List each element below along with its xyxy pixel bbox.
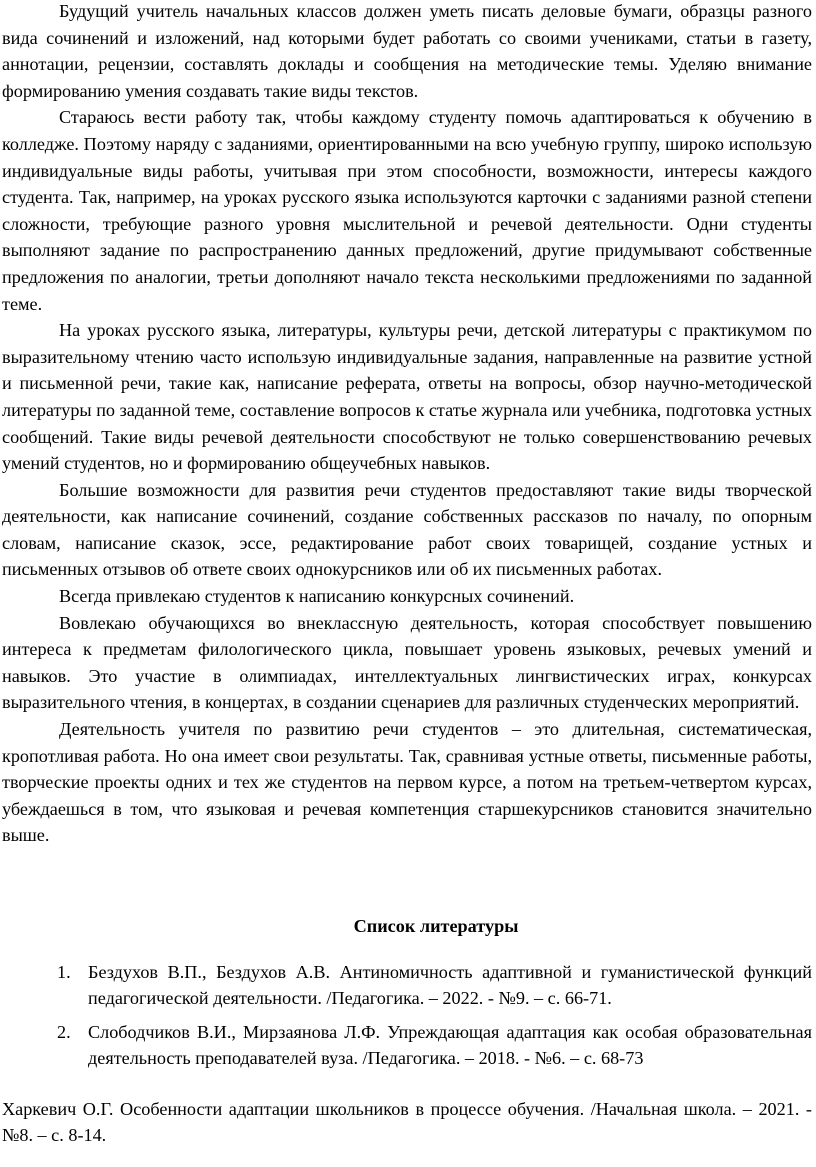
reference-text: Слободчиков В.И., Мирзаянова Л.Ф. Упреждающая адаптация как особая образовательная деятельность преподавателей вуза. /Педагогика. – 2018. - №6. – с. 68-73 [88,1021,812,1069]
references-heading: Список литературы [353,916,519,936]
paragraph-6: Вовлекаю обучающихся во внеклассную деятельность, которая способствует повышению интереса к предметам филологического цикла, повышает уровень языковых, речевых умений и навыков. Это участие в олимпиадах, интеллектуальных лингвистических играх, конкурсах выразительного чтения, в концертах, в создании сценариев для различных студенческих мероприятий. [2,612,812,713]
references-list [0,959,812,1079]
body-text [2,0,812,849]
paragraph-4: Большие возможности для развития речи студентов предоставляют такие виды творческой деятельности, как написание сочинений, создание собственных рассказов по началу, по опорным словам, написание сказок, эссе, редактирование работ своих товарищей, создание устных и письменных отзывов об ответе своих однокурсников или об их письменных работах. [2,479,812,580]
reference-item [0,959,812,1012]
reference-unnumbered: Харкевич О.Г. Особенности адаптации школьников в процессе обучения. /Начальная школа. – 2021. - №8. – с. 8-14. [2,1099,812,1146]
paragraph-2: Стараюсь вести работу так, чтобы каждому студенту помочь адаптироваться к обучению в колледже. Поэтому наряду с заданиями, ориентированными на всю учебную группу, широко использую индивидуальные виды работы, учитывая при этом способности, возможности, интересы каждого студента. Так, например, на уроках русского языка используются карточки с заданиями разной степени сложности, требующие разного уровня мыслительной и речевой деятельности. Одни студенты выполняют задание по распространению данных предложений, другие придумывают собственные предложения по аналогии, третьи дополняют начало текста несколькими предложениями по заданной теме. [2,107,812,314]
reference-item [0,1019,812,1072]
paragraph-7: Деятельность учителя по развитию речи студентов – это длительная, систематическая, кропотливая работа. Но она имеет свои результаты. Так, сравнивая устные ответы, письменные работы, творческие проекты одних и тех же студентов на первом курсе, а потом на третьем-четвертом курсах, убеждаешься в том, что языковая и речевая компетенция старшекурсников становится значительно выше. [2,719,812,846]
paragraph-1: Будущий учитель начальных классов должен уметь писать деловые бумаги, образцы разного вида сочинений и изложений, над которыми будет работать со своими учениками, статьи в газету, аннотации, рецензии, составлять доклады и сообщения на методические темы. Уделяю внимание формированию умения создавать такие виды текстов. [2,1,812,101]
reference-text: Бездухов В.П., Бездухов А.В. Антиномичность адаптивной и гуманистической функций педагогической деятельности. /Педагогика. – 2022. - №9. – с. 66-71. [88,962,812,1009]
paragraph-5: Всегда привлекаю студентов к написанию конкурсных сочинений. [59,586,575,607]
reference-number: 1. [57,962,71,982]
reference-number: 2. [57,1021,71,1042]
paragraph-3: На уроках русского языка, литературы, культуры речи, детской литературы с практикумом по выразительному чтению часто использую индивидуальные задания, направленные на развитие устной и письменной речи, такие как, написание реферата, ответы на вопросы, обзор научно-методической литературы по заданной теме, составление вопросов к статье журнала или учебника, подготовка устных сообщений. Такие виды речевой деятельности способствуют не только совершенствованию речевых умений студентов, но и формированию общеучебных навыков. [2,320,812,474]
